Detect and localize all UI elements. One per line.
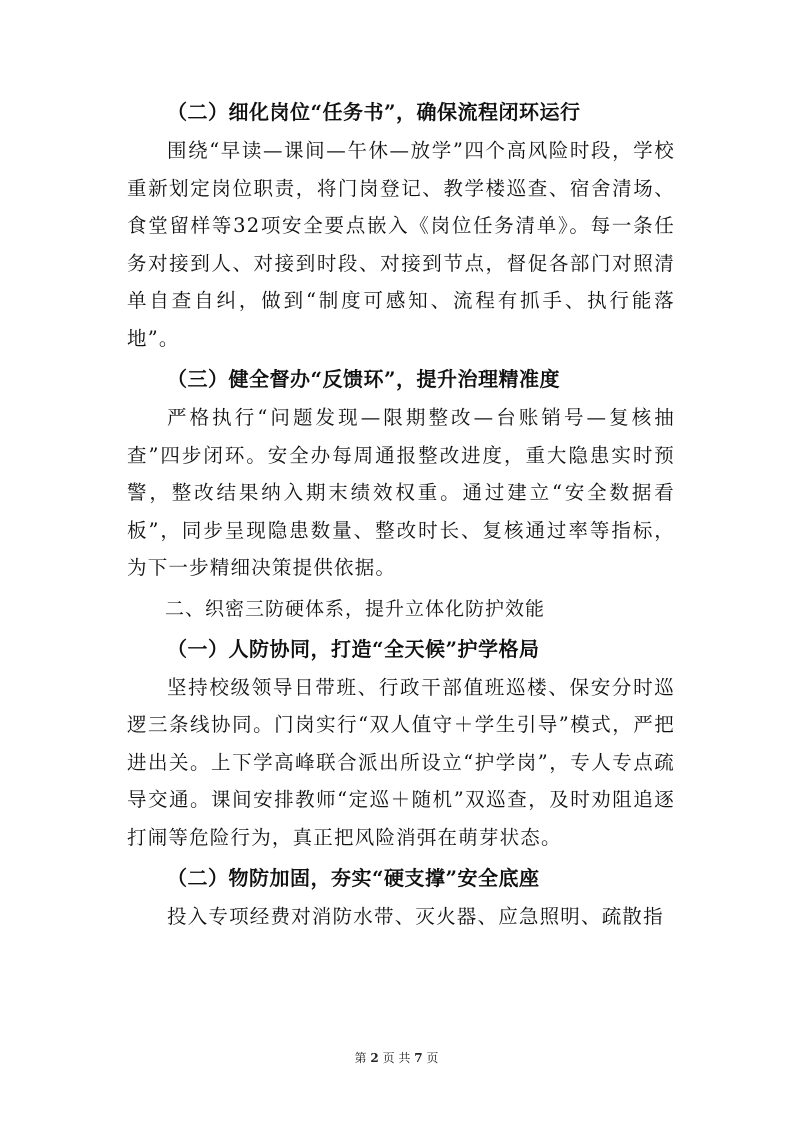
footer-middle: 页 共 [382,1051,411,1065]
document-body [127,92,675,938]
footer-suffix: 页 [426,1051,439,1065]
chapter-heading-2: 二、织密三防硬体系，提升立体化防护效能 [165,597,546,620]
page-footer [0,1049,793,1066]
footer-prefix: 第 [354,1051,367,1065]
section-heading-2-2: （二）细化岗位“任务书”，确保流程闭环运行 [167,100,581,124]
total-pages-number: 7 [414,1051,423,1065]
paragraph: 严格执行“问题发现—限期整改—台账销号—复核抽查”四步闭环。安全办每周通报整改进度，重大隐患实时预警，整改结果纳入期末绩效权重。通过建立“安全数据看板”，同步呈现隐患数量、整改时长、复核通过率等指标，为下一步精细决策提供依据。 [127,406,675,579]
paragraph: 坚持校级领导日带班、行政干部值班巡楼、保安分时巡逻三条线协同。门岗实行“双人值守＋学生引导”模式，严把进出关。上下学高峰联合派出所设立“护学岗”，专人专点疏导交通。课间安排教师“定巡＋随机”双巡查，及时劝阻追逐打闹等危险行为，真正把风险消弭在萌芽状态。 [127,675,675,849]
section-heading-3-1: （一）人防协同，打造“全天候”护学格局 [167,636,540,661]
section-heading-2-3: （三）健全督办“反馈环”，提升治理精准度 [167,367,561,391]
current-page-number: 2 [370,1051,379,1065]
paragraph: 投入专项经费对消防水带、灭火器、应急照明、疏散指 [167,905,664,928]
paragraph: 围绕“早读—课间—午休—放学”四个高风险时段，学校重新划定岗位职责，将门岗登记、教学楼巡查、宿舍清场、食堂留样等32项安全要点嵌入《岗位任务清单》。每一条任务对接到人、对接到时段、对接到节点，督促各部门对照清单自查自纠，做到“制度可感知、流程有抓手、执行能落地”。 [127,139,675,350]
section-heading-3-2: （二）物防加固，夯实“硬支撑”安全底座 [167,866,540,890]
